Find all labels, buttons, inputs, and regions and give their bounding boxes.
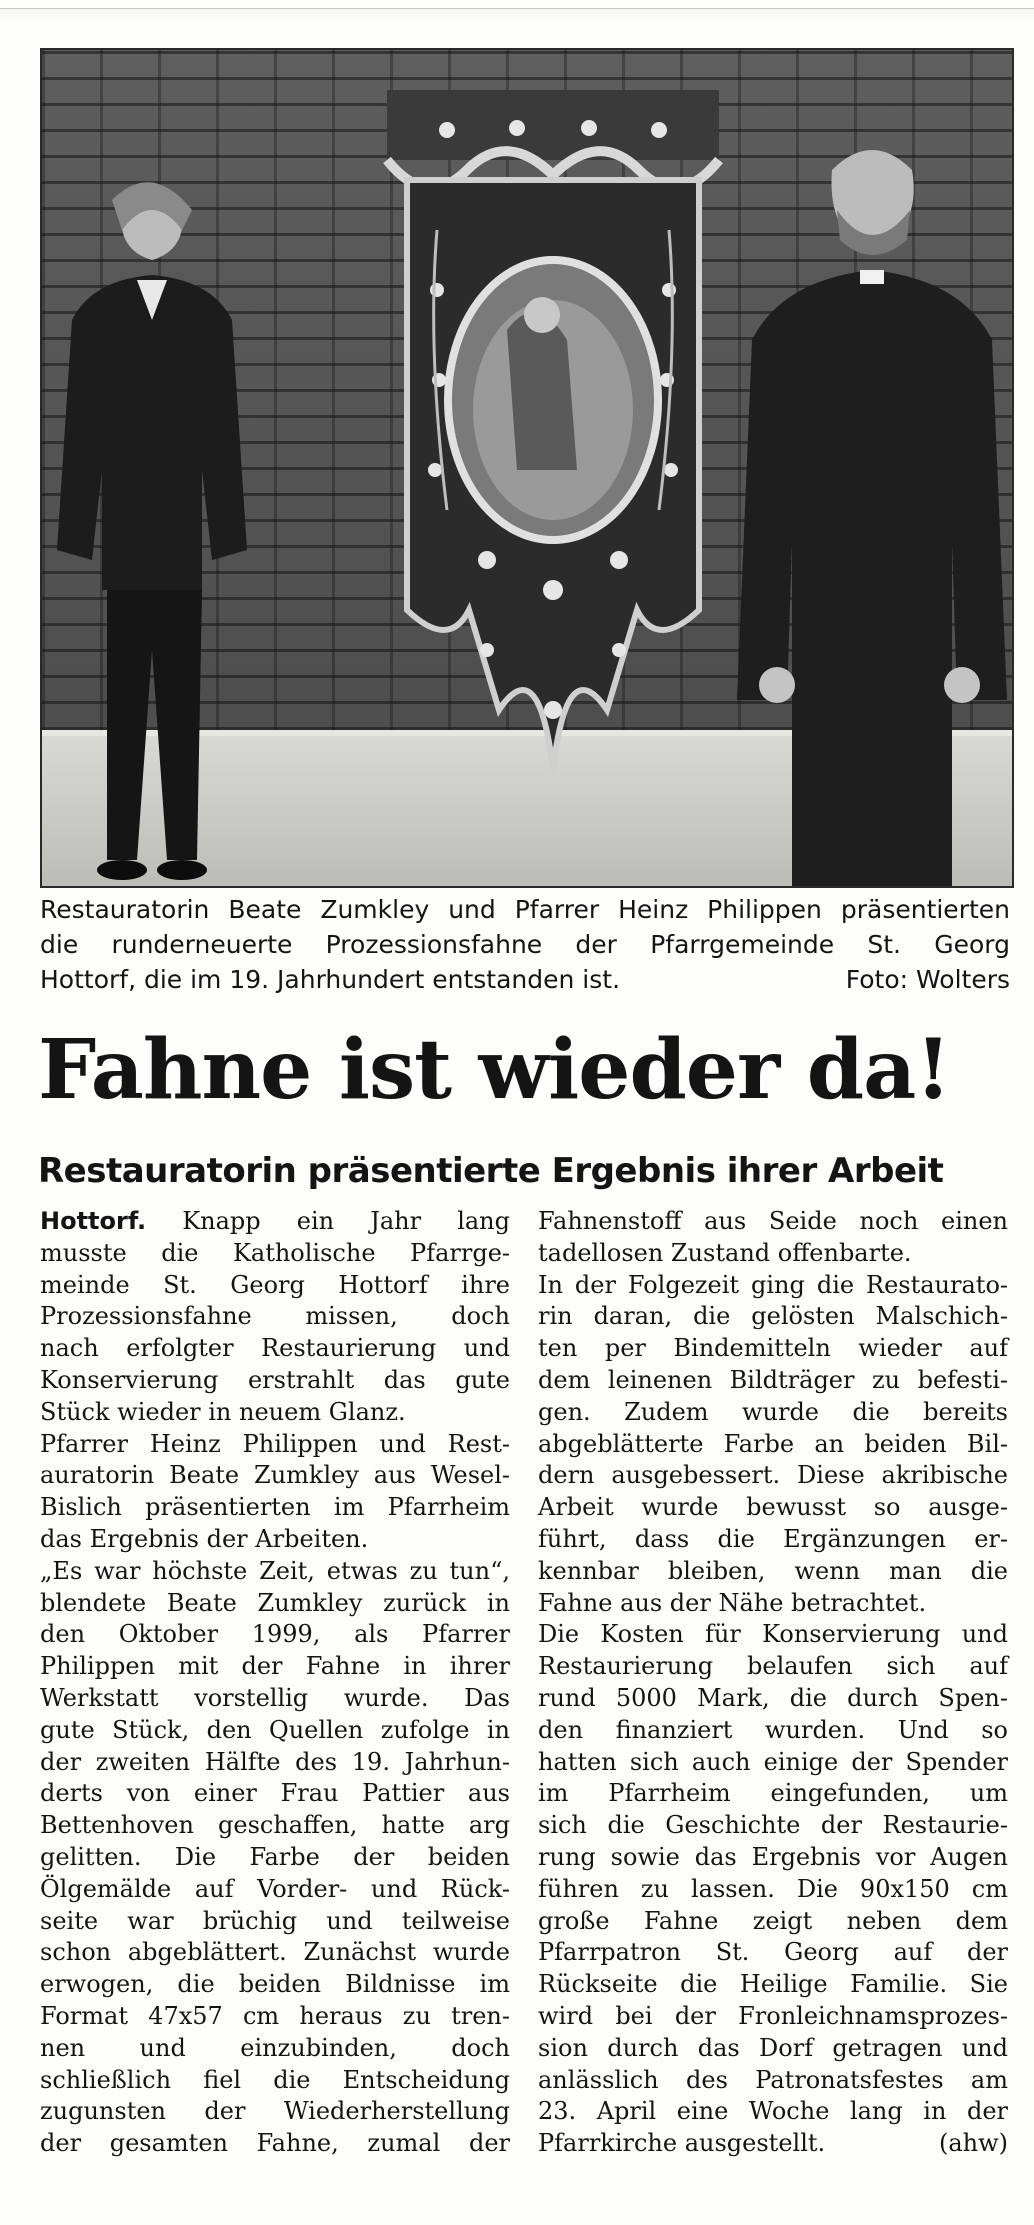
article-column-left: [40, 1206, 510, 2160]
text-line: ten per Bindemitteln wieder auf: [538, 1334, 1008, 1363]
text-line: nen und einzubinden, doch: [40, 2033, 510, 2062]
text-line: Restaurierung belaufen sich auf: [538, 1652, 1008, 1681]
text-line: gute Stück, den Quellen zufolge in: [40, 1715, 510, 1744]
article-column-right: [538, 1206, 1008, 2160]
scan-edge: [0, 8, 1034, 23]
text-line: Bislich präsentierten im Pfarrheim: [40, 1493, 510, 1522]
author-initials: (ahw): [938, 2129, 1008, 2158]
procession-banner-icon: [367, 90, 739, 790]
text-line: führen zu lassen. Die 90x150 cm: [538, 1874, 1008, 1903]
text-line: Stück wieder in neuem Glanz.: [40, 1397, 406, 1426]
text-line: Fahne aus der Nähe betrachtet.: [538, 1588, 927, 1617]
text-line: zugunsten der Wiederherstellung: [40, 2097, 510, 2126]
text-line: führt, dass die Ergänzungen er-: [538, 1524, 1008, 1553]
photo-credit: Foto: Wolters: [845, 965, 1010, 994]
text-line: Hottorf. Knapp ein Jahr lang: [40, 1207, 510, 1235]
text-line: Pfarrpatron St. Georg auf der: [538, 1938, 1008, 1967]
text-line: dern ausgebessert. Diese akribische: [538, 1461, 1008, 1490]
restorer-person-icon: [52, 170, 252, 888]
text-line: Ölgemälde auf Vorder- und Rück-: [40, 1874, 510, 1903]
text-line: Bettenhoven geschaffen, hatte arg: [40, 1811, 510, 1840]
text-line: der gesamten Fahne, zumal der: [40, 2129, 510, 2158]
text-line: auratorin Beate Zumkley aus Wesel-: [40, 1461, 510, 1490]
text-line: rin daran, die gelösten Malschich-: [538, 1302, 1008, 1331]
text-line: abgeblätterte Farbe an beiden Bil-: [538, 1429, 1008, 1458]
headline: Fahne ist wieder da!: [38, 1022, 951, 1118]
text-line: derts von einer Frau Pattier aus: [40, 1779, 510, 1808]
text-line: schließlich fiel die Entscheidung: [40, 2065, 510, 2094]
text-line: Die Kosten für Konservierung und: [538, 1620, 1008, 1649]
text-line: der zweiten Hälfte des 19. Jahrhun-: [40, 1747, 510, 1776]
text-line: blendete Beate Zumkley zurück in: [40, 1588, 510, 1617]
text-line: Philippen mit der Fahne in ihrer: [40, 1652, 510, 1681]
text-line: gen. Zudem wurde die bereits: [538, 1397, 1008, 1426]
text-line: Pfarrer Heinz Philippen und Rest-: [40, 1429, 510, 1458]
text-line: [538, 2128, 1008, 2160]
text-line: nach erfolgter Restaurierung und: [40, 1334, 510, 1363]
text-line: rund 5000 Mark, die durch Spen-: [538, 1683, 1008, 1712]
text-line: Werkstatt vorstellig wurde. Das: [40, 1683, 510, 1712]
text-line: Rückseite die Heilige Familie. Sie: [538, 1970, 1008, 1999]
text-line: In der Folgezeit ging die Restaurato-: [538, 1270, 1008, 1299]
caption-line: die runderneuerte Prozessionsfahne der Pfarrgemeinde St. Georg: [40, 930, 1010, 959]
text-line: anlässlich des Patronatsfestes am: [538, 2065, 1008, 2094]
text-line: gelitten. Die Farbe der beiden: [40, 1842, 510, 1871]
text-line: meinde St. Georg Hottorf ihre: [40, 1270, 510, 1299]
text-line: Arbeit wurde bewusst so ausge-: [538, 1493, 1008, 1522]
text-line: erwogen, die beiden Bildnisse im: [40, 1970, 510, 1999]
text-line: hatten sich auch einige der Spender: [538, 1747, 1008, 1776]
photo-caption: [40, 892, 1010, 997]
text-line: große Fahne zeigt neben dem: [538, 1906, 1008, 1935]
subheadline: Restauratorin präsentierte Ergebnis ihrer Arbeit: [38, 1151, 944, 1191]
text-line: kennbar bleiben, wenn man die: [538, 1556, 1008, 1585]
caption-last-line: [40, 962, 1010, 997]
text-line: Prozessionsfahne missen, doch: [40, 1302, 510, 1331]
closing-text: Pfarrkirche ausgestellt.: [538, 2129, 826, 2158]
caption-line: Hottorf, die im 19. Jahrhundert entstanden ist.: [40, 965, 621, 994]
text-line: wird bei der Fronleichnamsprozes-: [538, 2001, 1008, 2030]
news-photo: [40, 48, 1014, 888]
text-line: seite war brüchig und teilweise: [40, 1906, 510, 1935]
text-line: tadellosen Zustand offenbarte.: [538, 1238, 912, 1267]
text-line: im Pfarrheim eingefunden, um: [538, 1779, 1008, 1808]
priest-person-icon: [732, 140, 1012, 888]
text-line: dem leinenen Bildträger zu befesti-: [538, 1365, 1008, 1394]
text-line: Fahnenstoff aus Seide noch einen: [538, 1207, 1008, 1235]
text-line: musste die Katholische Pfarrge-: [40, 1238, 510, 1267]
text-line: schon abgeblättert. Zunächst wurde: [40, 1938, 510, 1967]
text-line: rung sowie das Ergebnis vor Augen: [538, 1842, 1008, 1871]
text-line: „Es war höchste Zeit, etwas zu tun“,: [40, 1556, 510, 1585]
text-line: Konservierung erstrahlt das gute: [40, 1365, 510, 1394]
caption-line: Restauratorin Beate Zumkley und Pfarrer Heinz Philippen präsentierten: [40, 895, 1010, 924]
text-line: Format 47x57 cm heraus zu tren-: [40, 2001, 510, 2030]
text-line: den finanziert wurden. Und so: [538, 1715, 1008, 1744]
dateline: Hottorf.: [40, 1207, 147, 1235]
text-line: das Ergebnis der Arbeiten.: [40, 1524, 369, 1553]
text-line: 23. April eine Woche lang in der: [538, 2097, 1008, 2126]
text-line: den Oktober 1999, als Pfarrer: [40, 1620, 510, 1649]
text-line: sich die Geschichte der Restaurie-: [538, 1811, 1008, 1840]
text-line: sion durch das Dorf getragen und: [538, 2033, 1008, 2062]
